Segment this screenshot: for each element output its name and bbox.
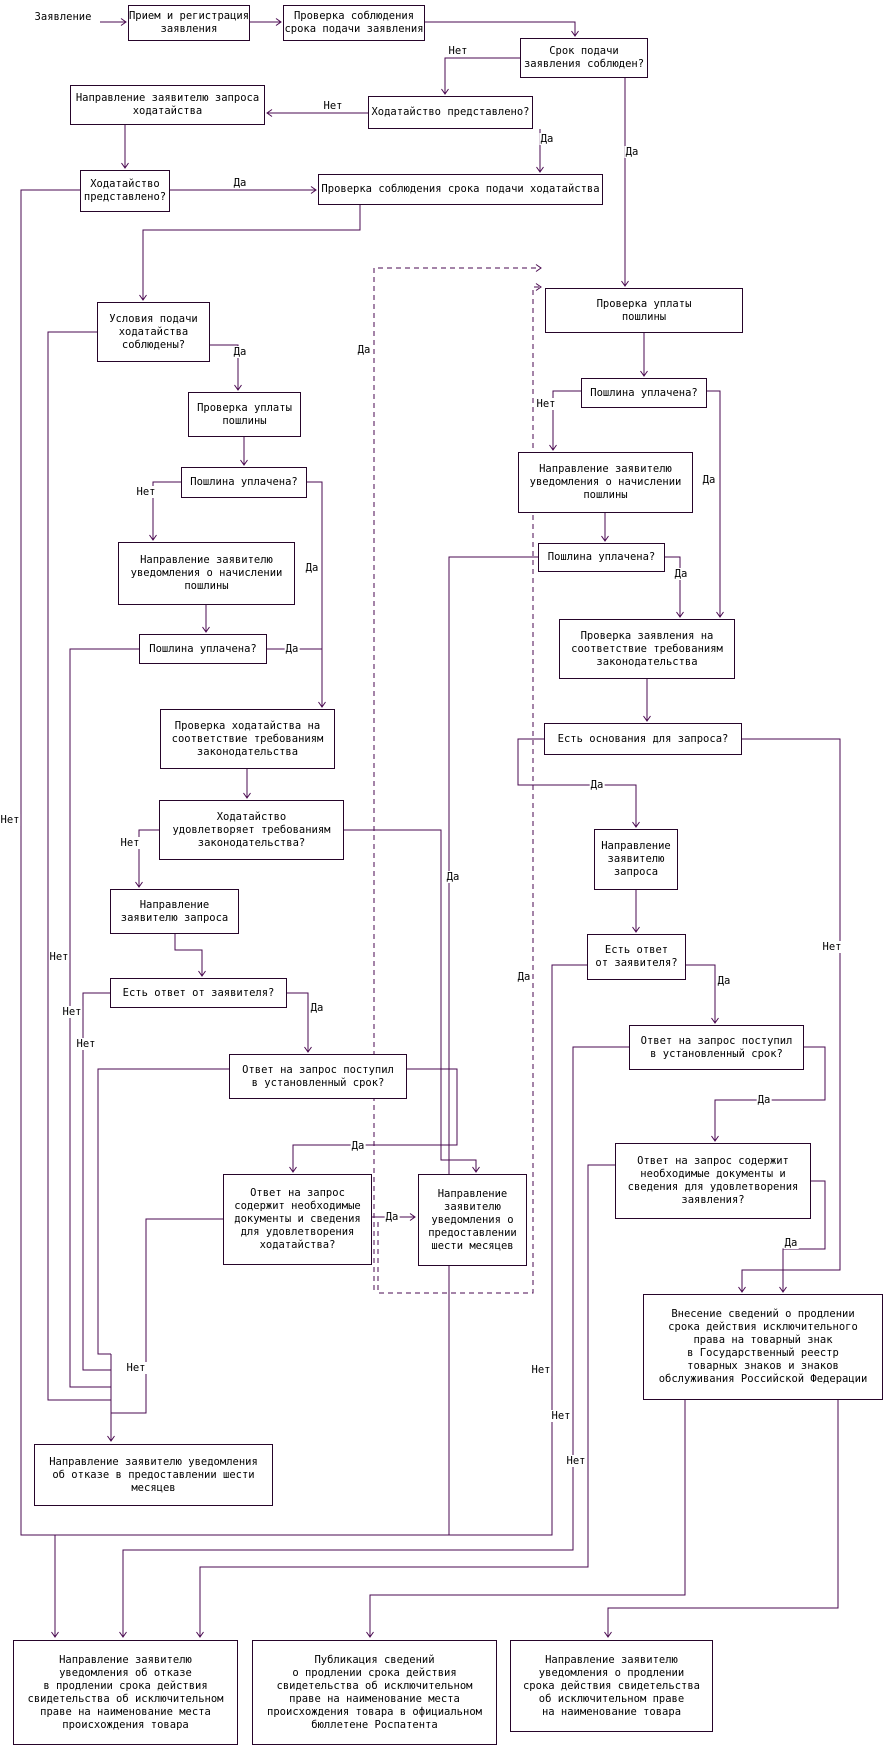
edge-srok-net-to-hodataystvo1 (445, 58, 520, 94)
node-text-line: необходимые документы и (640, 1168, 786, 1180)
node-text-line: пошлины (184, 580, 229, 592)
edge-label-net-hodataystvo2-net-down-left: Нет (0, 814, 20, 826)
node-text-line: заявления соблюден? (523, 58, 645, 70)
node-text-line: представлено? (83, 191, 167, 203)
node-text-line: срока действия исключительного (668, 1321, 858, 1333)
node-poshlina-uplachena-right-1 (581, 378, 707, 408)
node-est-otvet-zayavitelya-right (587, 934, 686, 980)
node-text-line: уведомления о продлении (538, 1666, 685, 1679)
node-uvedomlenie-nachislenie-poshliny-right (518, 452, 693, 513)
edge-otvet-v-srok-r-net-down-to-otkaz (123, 1047, 629, 1637)
node-poshlina-uplachena-left-1 (181, 467, 307, 498)
edge-est-otvet-da-to-otvet-v-srok (287, 993, 308, 1052)
edge-proverka-sroka-hod-to-usloviya (143, 205, 360, 300)
edge-label-net-soderzhit-net-down: Нет (126, 1362, 146, 1374)
edge-vnesenie-to-uvedomlenie-prodlenie (608, 1400, 838, 1637)
edge-label-net-poshlina2-net-down: Нет (49, 951, 69, 963)
edge-label-da-dashed-left-to-proverka-uplaty: Да (357, 344, 371, 356)
edge-vnesenie-to-publikaciya (370, 1400, 685, 1637)
edge-label-net-osnovaniya-net-to-vnesenie: Нет (822, 941, 842, 953)
node-priem-registracia-zayavleniya (128, 5, 250, 41)
start-label: Заявление (34, 11, 92, 23)
node-text-line: Направление (601, 840, 671, 852)
node-text-line: об отказе в предоставлении шести (52, 1468, 255, 1481)
node-text-line: свидетельства об исключительном (27, 1692, 224, 1705)
edge-label-net-otvet-v-srok-net-down: Нет (76, 1038, 96, 1050)
node-text-line: удовлетворяет требованиям (172, 823, 331, 836)
node-otvet-postupil-v-srok-right (629, 1025, 804, 1070)
node-text-line: соответствие требованиям (571, 642, 723, 655)
node-napravlenie-zaprosa-left (110, 889, 239, 934)
node-text-line: Направление (437, 1187, 508, 1200)
edge-poshlina-r2-net-down-left (449, 557, 538, 1535)
node-uvedomlenie-predostavlenie-shesti-mesyacev (418, 1174, 527, 1266)
node-text-line: в установленный срок? (650, 1047, 783, 1060)
node-proverka-uplaty-poshliny-left (188, 392, 301, 437)
edge-label-net-srok-net-to-hodataystvo1: Нет (448, 45, 468, 57)
node-text-line: уведомления о начислении (130, 567, 283, 579)
node-text-line: Пошлина уплачена? (547, 551, 656, 563)
node-text-line: в продлении срока действия (43, 1679, 208, 1692)
node-text-line: в установленный срок? (251, 1076, 385, 1089)
node-text-line: законодательства (596, 655, 698, 668)
node-text-line: Проверка уплаты (596, 297, 692, 310)
node-text-line: происхождения товара (62, 1718, 189, 1731)
node-text-line: заявителю (607, 853, 665, 865)
node-text-line: Есть ответ от заявителя? (122, 986, 275, 999)
node-text-line: Ответ на запрос содержит (637, 1155, 789, 1167)
edge-label-da-udovl-da-to-shest-mesyacev: Да (446, 871, 460, 883)
node-text-line: Прием и регистрация (128, 10, 250, 22)
node-text-line: Направление заявителю (545, 1653, 678, 1666)
node-text-line: соответствие требованиям (171, 732, 324, 745)
node-text-line: Проверка соблюдения (293, 10, 415, 22)
node-text-line: свидетельства об исключительном (276, 1679, 473, 1692)
node-text-line: в Государственный реестр (687, 1347, 839, 1359)
node-text-line: Проверка ходатайства на (174, 719, 321, 732)
node-text-line: соблюдены? (121, 338, 186, 351)
edge-label-da-hodataystvo2-da-to-proverka-sroka-hod: Да (233, 177, 247, 189)
edge-label-da-usloviya-da-to-proverka-uplaty-left: Да (233, 346, 247, 358)
node-text-line: праве на наименование места (289, 1692, 460, 1705)
node-text-line: права на товарный знак (693, 1334, 833, 1346)
node-text-line: сведения для удовлетворения (627, 1181, 799, 1193)
node-text-line: Направление заявителю (140, 554, 273, 566)
node-text-line: ходатайства (132, 105, 203, 117)
edge-poshlina-r1-da-to-proverka-zayavleniya (707, 391, 720, 617)
node-text-line: Ответ на запрос (250, 1187, 345, 1199)
node-usloviya-podachi-soblyudeny (97, 302, 210, 362)
node-text-line: предоставлении (428, 1226, 517, 1239)
node-text-line: заявителю запроса (120, 911, 229, 924)
node-otvet-soderzhit-dlya-hodataystva (223, 1174, 372, 1265)
node-text-line: Направление заявителю запроса (75, 92, 260, 104)
node-text-line: заявления (160, 23, 218, 35)
node-est-otvet-zayavitelya-left (110, 978, 287, 1008)
node-text-line: Пошлина уплачена? (190, 476, 298, 488)
node-text-line: ходатайства? (259, 1239, 336, 1251)
node-uvedomlenie-otkaz-v-prodlenii (13, 1640, 238, 1745)
node-proverka-zayavleniya-trebovaniya (559, 619, 735, 679)
edge-label-net-poshlina-r1-net-to-uvedomlenie-r: Нет (536, 398, 556, 410)
node-text-line: о продлении срока действия (292, 1666, 457, 1679)
node-text-line: документы и сведения (234, 1213, 361, 1225)
edge-label-da-hodataystvo1-da-to-proverka-sroka-hod: Да (540, 133, 554, 145)
node-text-line: Пошлина уплачена? (590, 386, 698, 399)
node-text-line: пошлины (621, 310, 667, 323)
node-uvedomlenie-o-prodlenii (510, 1640, 713, 1732)
edge-poshlina2-net-down (70, 649, 139, 1387)
edge-label-net-poshlina1-net-to-uvedomlenie: Нет (136, 486, 156, 498)
node-text-line: ходатайства (118, 325, 189, 338)
node-text-line: Ходатайство представлено? (371, 106, 530, 118)
node-text-line: Внесение сведений о продлении (671, 1308, 855, 1320)
edge-label-da-poshlina1-da-to-proverka-hod: Да (305, 562, 319, 574)
node-text-line: уведомления об отказе (59, 1666, 192, 1679)
node-text-line: срока подачи заявления (284, 23, 424, 35)
edge-proverka-sroka-to-srok-soblyuden (425, 22, 575, 36)
node-text-line: срока действия свидетельства (522, 1679, 700, 1692)
edge-label-net-udovl-net-to-zapros-left: Нет (120, 837, 140, 849)
node-text-line: пошлины (222, 414, 267, 427)
node-text-line: товарных знаков и знаков (687, 1360, 839, 1372)
node-text-line: Направление заявителю уведомления (49, 1455, 258, 1468)
edge-soderzhit-net-down (111, 1219, 223, 1413)
edge-label-da-soderzhit-r-da-to-vnesenie: Да (784, 1237, 798, 1249)
node-est-osnovaniya-dlya-zaprosa (544, 723, 742, 755)
node-text-line: Ходатайство (216, 810, 287, 823)
node-napravlenie-zaprosa-right (594, 829, 678, 890)
node-napravlenie-zaprosa-hodataystva (70, 85, 265, 125)
node-otvet-soderzhit-dlya-zayavleniya (615, 1143, 811, 1219)
edge-poshlina1-da-to-proverka-hod (307, 482, 322, 707)
node-text-line: Есть основания для запроса? (557, 732, 729, 745)
node-text-line: об исключительном праве (538, 1692, 685, 1705)
edge-poshlina-r1-net-to-uvedomlenie-r (553, 391, 581, 450)
edge-hodataystvo2-net-down-left (21, 190, 80, 1535)
node-text-line: Проверка соблюдения срока подачи ходатайства (321, 183, 600, 195)
node-hodataystvo-predstavleno-2 (80, 170, 170, 212)
node-text-line: для удовлетворения (240, 1226, 355, 1238)
node-text-line: обслуживания Российской Федерации (658, 1373, 868, 1385)
node-text-line: Ответ на запрос поступил (242, 1063, 394, 1076)
node-proverka-sroka-podachi-zayavleniya (283, 5, 425, 41)
edge-poshlina-r2-da-to-proverka-zayavleniya (665, 557, 680, 617)
edge-udovl-net-to-zapros-left (139, 830, 159, 887)
node-vnesenie-svedeniy-v-reestr (643, 1294, 883, 1400)
edge-label-da-srok-da-to-proverka-uplaty-right: Да (625, 146, 639, 158)
node-text-line: Публикация сведений (314, 1653, 435, 1666)
node-text-line: Пошлина уплачена? (149, 642, 257, 655)
edge-label-net-otvet-v-srok-r-net-down-to-otkaz: Нет (551, 1410, 571, 1422)
node-text-line: Ответ на запрос поступил (640, 1034, 793, 1047)
node-text-line: запроса (613, 866, 659, 878)
node-text-line: Проверка заявления на (580, 629, 714, 642)
edge-label-net-est-otvet-net-down: Нет (62, 1006, 82, 1018)
node-text-line: от заявителя? (595, 957, 678, 969)
node-text-line: на наименование товара (541, 1705, 682, 1718)
node-text-line: шести месяцев (431, 1239, 514, 1252)
edge-label-da-otvet-v-srok-da-to-soderzhit: Да (351, 1140, 365, 1152)
node-text-line: Условия подачи (109, 312, 198, 325)
edge-label-net-soderzhit-r-net-down-to-otkaz: Нет (566, 1455, 586, 1467)
node-text-line: праве на наименование места (40, 1705, 211, 1718)
edge-label-da-poshlina-r2-da-to-proverka-zayavleniya: Да (674, 568, 688, 580)
node-text-line: заявителю (444, 1200, 501, 1213)
node-text-line: Ходатайство (90, 178, 160, 190)
edge-usloviya-net-down (48, 332, 111, 1400)
node-poshlina-uplachena-left-2 (139, 634, 267, 664)
node-text-line: бюллетене Роспатента (311, 1718, 438, 1731)
node-text-line: происхождения товара в официальном (267, 1705, 482, 1718)
edge-label-da-dashed-shest-mesyacev-to-proverka-uplaty: Да (517, 971, 531, 983)
edge-label-da-poshlina2-da-join: Да (285, 643, 299, 655)
node-text-line: месяцев (131, 1481, 176, 1494)
node-text-line: Направление (139, 898, 210, 911)
node-proverka-sroka-podachi-hodataystva (318, 174, 603, 205)
edge-label-da-otvet-v-srok-r-da-to-soderzhit-r: Да (757, 1094, 771, 1106)
edge-label-net-est-otvet-r-net-down-to-otkaz: Нет (531, 1364, 551, 1376)
node-poshlina-uplachena-right-2 (538, 543, 665, 572)
node-text-line: содержит необходимые (234, 1200, 361, 1212)
node-publikaciya-svedeniy-byulleten (252, 1640, 497, 1745)
edge-label-da-soderzhit-da-to-shest-mesyacev: Да (385, 1211, 399, 1223)
edge-label-da-est-otvet-da-to-otvet-v-srok: Да (310, 1002, 324, 1014)
node-text-line: законодательства (196, 745, 299, 758)
node-text-line: пошлины (583, 489, 628, 501)
node-hodataystvo-predstavleno-1 (368, 96, 533, 129)
edge-zapros-left-to-est-otvet (175, 934, 202, 976)
node-text-line: уведомления о (431, 1213, 514, 1226)
node-text-line: уведомления о начислении (529, 476, 682, 488)
node-text-line: Срок подачи (549, 45, 619, 57)
node-uvedomlenie-nachislenie-poshliny-left (118, 542, 295, 605)
edge-est-otvet-r-da-to-otvet-v-srok-r (686, 965, 715, 1023)
node-proverka-uplaty-poshliny-right (545, 288, 743, 333)
node-text-line: Проверка уплаты (197, 401, 292, 414)
node-text-line: Направление заявителю (59, 1653, 192, 1666)
node-text-line: заявления? (681, 1194, 745, 1206)
edge-label-da-poshlina-r1-da-to-proverka-zayavleniya: Да (702, 474, 716, 486)
edge-label-da-osnovaniya-da-to-zapros-r: Да (590, 779, 604, 791)
node-otvet-postupil-v-srok-left (229, 1054, 407, 1099)
edge-label-net-hodataystvo1-net-to-zapros: Нет (323, 100, 343, 112)
node-text-line: Направление заявителю (539, 463, 672, 475)
node-text-line: Есть ответ (604, 944, 669, 956)
edge-poshlina1-net-to-uvedomlenie (153, 482, 181, 540)
node-hodataystvo-udovletvoryaet (159, 800, 344, 860)
node-uvedomlenie-otkaz-shest-mesyacev (34, 1444, 273, 1506)
node-text-line: законодательства? (197, 836, 306, 849)
edge-label-da-est-otvet-r-da-to-otvet-v-srok-r: Да (717, 975, 731, 987)
node-srok-podachi-soblyuden (520, 38, 648, 78)
edge-dashed-shest-mesyacev-to-proverka-uplaty (378, 287, 541, 1293)
edge-otvet-v-srok-net-down (98, 1069, 229, 1354)
node-proverka-hodataystva-trebovaniya (160, 709, 335, 769)
